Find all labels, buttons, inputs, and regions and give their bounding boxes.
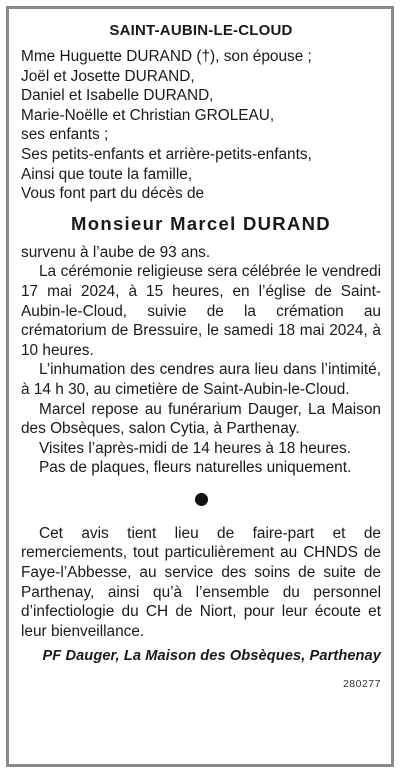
deceased-name: Monsieur Marcel DURAND [71, 212, 331, 234]
reference-number: 280277 [342, 678, 381, 691]
funeral-home-paragraph: Marcel repose au funérarium Dauger, La Maison des Obsèques, salon Cytia, à Parthenay. [21, 400, 381, 438]
funeral-home-signature: PF Dauger, La Maison des Obsèques, Parthenay [42, 648, 381, 665]
town-heading: SAINT-AUBIN-LE-CLOUD [109, 22, 293, 39]
family-line: ses enfants ; [21, 126, 109, 144]
family-line: Mme Huguette DURAND (†), son épouse ; [21, 48, 312, 65]
notice-content [21, 9, 381, 695]
flowers-paragraph: Pas de plaques, fleurs naturelles uniquement. [39, 459, 352, 477]
obituary-notice [6, 6, 394, 767]
family-line: Marie-Noëlle et Christian GROLEAU, [21, 106, 275, 124]
visits-paragraph: Visites l’après-midi de 14 heures à 18 heures. [39, 439, 351, 457]
family-line: Ses petits-enfants et arrière-petits-enfants, [21, 145, 312, 163]
family-line: Daniel et Isabelle DURAND, [21, 87, 214, 105]
family-list [21, 47, 381, 204]
bullet-icon [195, 493, 208, 506]
burial-paragraph: L’inhumation des cendres aura lieu dans l’intimité, à 14 h 30, au cimetière de Saint-Aubin-le-Cloud. [21, 361, 381, 398]
family-line: Joël et Josette DURAND, [21, 67, 195, 85]
ceremony-paragraph: La cérémonie religieuse sera célébrée le vendredi 17 mai 2024, à 15 heures, en l’église de Saint-Aubin-le-Cloud, suivie de la crémation au crématorium de Bressuire, le samedi 18 mai 2024, à 10 heures. [21, 263, 381, 359]
age-line: survenu à l’aube de 93 ans. [21, 243, 211, 261]
closing-paragraph: Cet avis tient lieu de faire-part et de remerciements, tout particulièrement au CHNDS de Faye-l’Abbesse, au service des soins de suite de Parthenay, ainsi qu’à l’ensemble du personnel d’infectiologie du CH de Niort, pour leur écoute et leur bienveillance. [21, 524, 381, 640]
family-line: Vous font part du décès de [21, 185, 205, 203]
separator-dot [21, 488, 381, 510]
family-line: Ainsi que toute la famille, [21, 165, 193, 183]
